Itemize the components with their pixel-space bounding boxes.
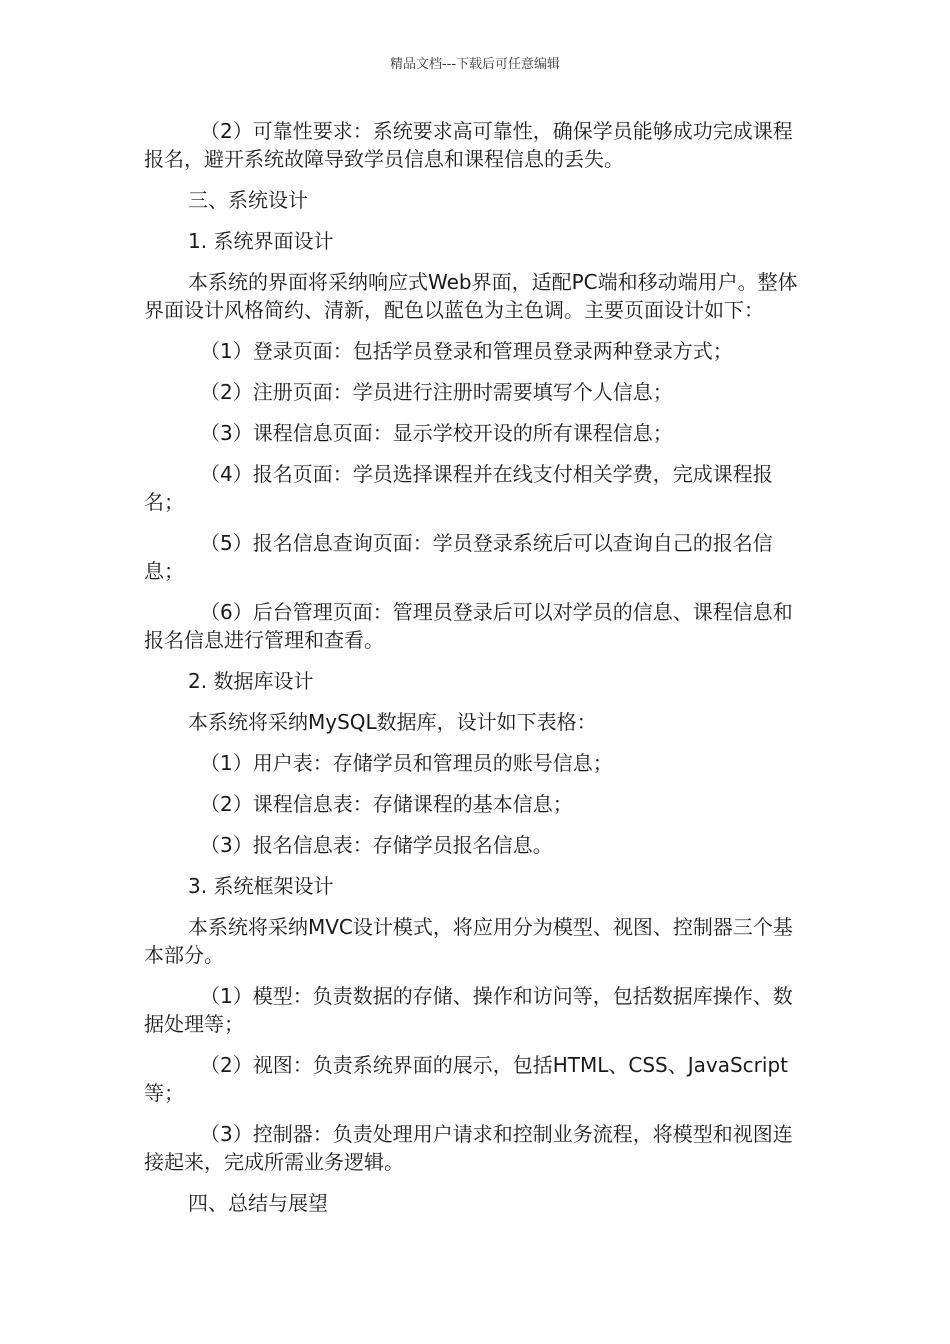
list-item-model: （1）模型：负责数据的存储、操作和访问等，包括数据库操作、数据处理等； [144, 984, 793, 1036]
list-item-admin-page: （6）后台管理页面：管理员登录后可以对学员的信息、课程信息和报名信息进行管理和查看。 [144, 600, 793, 652]
document-body [144, 117, 812, 1230]
page-header: 精品文档---下载后可任意编辑 [389, 57, 561, 72]
list-item-query-page: （5）报名信息查询页面：学员登录系统后可以查询自己的报名信息； [144, 531, 773, 583]
list-item-controller: （3）控制器：负责处理用户请求和控制业务流程，将模型和视图连接起来，完成所需业务逻辑。 [144, 1122, 793, 1174]
list-item-course-page: （3）课程信息页面：显示学校开设的所有课程信息； [200, 421, 673, 445]
paragraph-database-intro: 本系统将采纳MySQL数据库，设计如下表格： [188, 710, 597, 734]
subsection-heading-database-design: 2. 数据库设计 [188, 669, 314, 693]
list-item-register-page: （2）注册页面：学员进行注册时需要填写个人信息； [200, 380, 673, 404]
section-heading-system-design: 三、系统设计 [188, 188, 308, 212]
paragraph-ui-intro: 本系统的界面将采纳响应式Web界面，适配PC端和移动端用户。整体界面设计风格简约、清新，配色以蓝色为主色调。主要页面设计如下： [144, 270, 798, 322]
list-item-login-page: （1）登录页面：包括学员登录和管理员登录两种登录方式； [200, 339, 733, 363]
list-item-user-table: （1）用户表：存储学员和管理员的账号信息； [200, 751, 613, 775]
subsection-heading-ui-design: 1. 系统界面设计 [188, 229, 334, 253]
list-item-view: （2）视图：负责系统界面的展示，包括HTML、CSS、JavaScript等； [144, 1053, 788, 1105]
paragraph-framework-intro: 本系统将采纳MVC设计模式，将应用分为模型、视图、控制器三个基本部分。 [144, 915, 793, 967]
list-item-enroll-page: （4）报名页面：学员选择课程并在线支付相关学费，完成课程报名； [144, 462, 773, 514]
subsection-heading-framework-design: 3. 系统框架设计 [188, 874, 334, 898]
list-item-enroll-table: （3）报名信息表：存储学员报名信息。 [200, 833, 553, 857]
paragraph-reliability: （2）可靠性要求：系统要求高可靠性，确保学员能够成功完成课程报名，避开系统故障导致学员信息和课程信息的丢失。 [144, 119, 793, 171]
list-item-course-table: （2）课程信息表：存储课程的基本信息； [200, 792, 573, 816]
section-heading-summary: 四、总结与展望 [188, 1191, 328, 1215]
